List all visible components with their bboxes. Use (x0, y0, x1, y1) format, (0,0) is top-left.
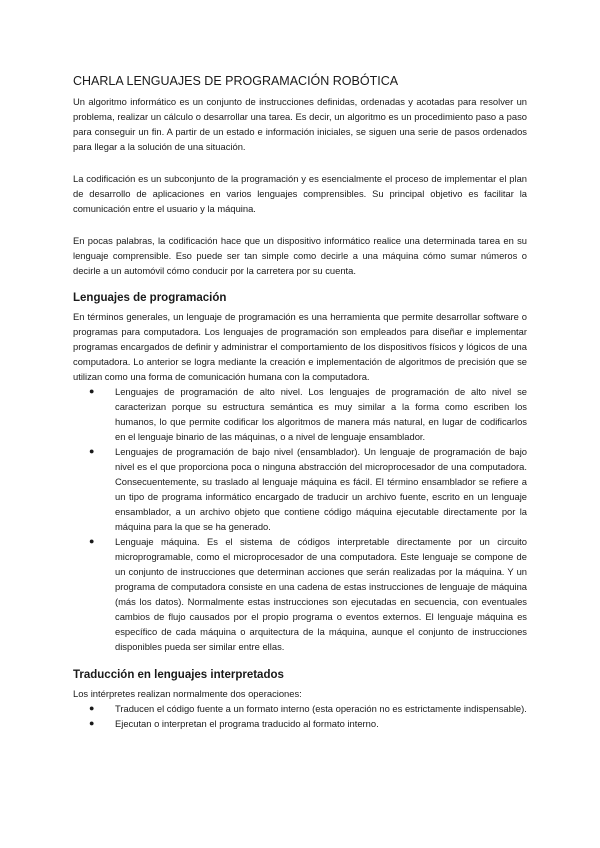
list-item (89, 716, 527, 731)
bullet-icon: ● (89, 718, 95, 728)
list-item-text: Lenguaje máquina. Es el sistema de códigos interpretable directamente por un circuito microprogramable, como el microprocesador de una computadora. Este lenguaje se compone de un conjunto de instrucciones que determinan acciones que serán realizadas por la máquina. Y un programa de computadora consiste en una cadena de estas instrucciones de lenguaje de máquina (más los datos). Normalmente estas instrucciones son ejecutadas en secuencia, con eventuales cambios de flujo causados por el propio programa o eventos externos. El lenguaje máquina es específico de cada máquina o arquitectura de la máquina, aunque el conjunto de instrucciones disponibles pueda ser similar entre ellas. (115, 536, 527, 652)
intro-paragraph-2: La codificación es un subconjunto de la programación y es esencialmente el proceso de implementar el plan de desarrollo de aplicaciones en varios lenguajes comprensibles. Su principal objetivo es facilitar la comunicación entre el usuario y la máquina. (73, 173, 527, 214)
bullet-icon: ● (89, 446, 95, 456)
bullet-icon: ● (89, 536, 95, 546)
bullet-list-lenguajes (73, 384, 527, 654)
bullet-icon: ● (89, 703, 95, 713)
list-item-text: Lenguajes de programación de alto nivel. Los lenguajes de programación de alto nivel se caracterizan porque su estructura semántica es muy similar a la forma como escriben los humanos, lo que permite codificar los algoritmos de manera más natural, en lugar de codificarlos en el lenguaje binario de las máquinas, o a nivel de lenguaje ensamblador. (115, 386, 527, 442)
intro-paragraph-1: Un algoritmo informático es un conjunto de instrucciones definidas, ordenadas y acotadas para resolver un problema, realizar un cálculo o desarrollar una tarea. Es decir, un algoritmo es un procedimiento paso a paso para conseguir un fin. A partir de un estado e información iniciales, se siguen una serie de pasos ordenados para llegar a la solución de una situación. (73, 96, 527, 152)
list-item (89, 534, 527, 654)
document-title: CHARLA LENGUAJES DE PROGRAMACIÓN ROBÓTICA (73, 74, 399, 88)
bullet-icon: ● (89, 386, 95, 396)
section-paragraph-lenguajes: En términos generales, un lenguaje de programación es una herramienta que permite desarrollar software o programas para computadora. Los lenguajes de programación son empleados para diseñar e implementar programas encargados de definir y administrar el comportamiento de los dispositivos físicos y lógicos de una computadora. Lo anterior se logra mediante la creación e implementación de algoritmos de precisión que se utilizan como una forma de comunicación humana con la computadora. (73, 311, 527, 382)
section-heading-lenguajes: Lenguajes de programación (73, 292, 227, 304)
list-item (89, 701, 527, 716)
list-item (89, 384, 527, 444)
section-paragraph-traduccion: Los intérpretes realizan normalmente dos operaciones: (73, 688, 302, 699)
intro-paragraph-3: En pocas palabras, la codificación hace que un dispositivo informático realice una determinada tarea en su lenguaje comprensible. Eso puede ser tan simple como decirle a una máquina cómo sumar números o decirle a un automóvil cómo conducir por la carretera por su cuenta. (73, 235, 527, 276)
section-heading-traduccion: Traducción en lenguajes interpretados (73, 669, 284, 681)
list-item (89, 444, 527, 534)
list-item-text: Ejecutan o interpretan el programa traducido al formato interno. (115, 718, 379, 729)
list-item-text: Lenguajes de programación de bajo nivel (ensamblador). Un lenguaje de programación de bajo nivel es el que proporciona poca o ninguna abstracción del microprocesador de una computadora. Consecuentemente, su traslado al lenguaje máquina es fácil. El término ensamblador se refiere a un tipo de programa informático encargado de traducir un archivo fuente, escrito en un lenguaje ensamblador, a un archivo objeto que contiene código máquina ejecutable directamente por la máquina para la que se ha generado. (115, 446, 527, 532)
list-item-text: Traducen el código fuente a un formato interno (esta operación no es estrictamente indispensable). (115, 703, 527, 714)
bullet-list-traduccion (73, 701, 527, 731)
